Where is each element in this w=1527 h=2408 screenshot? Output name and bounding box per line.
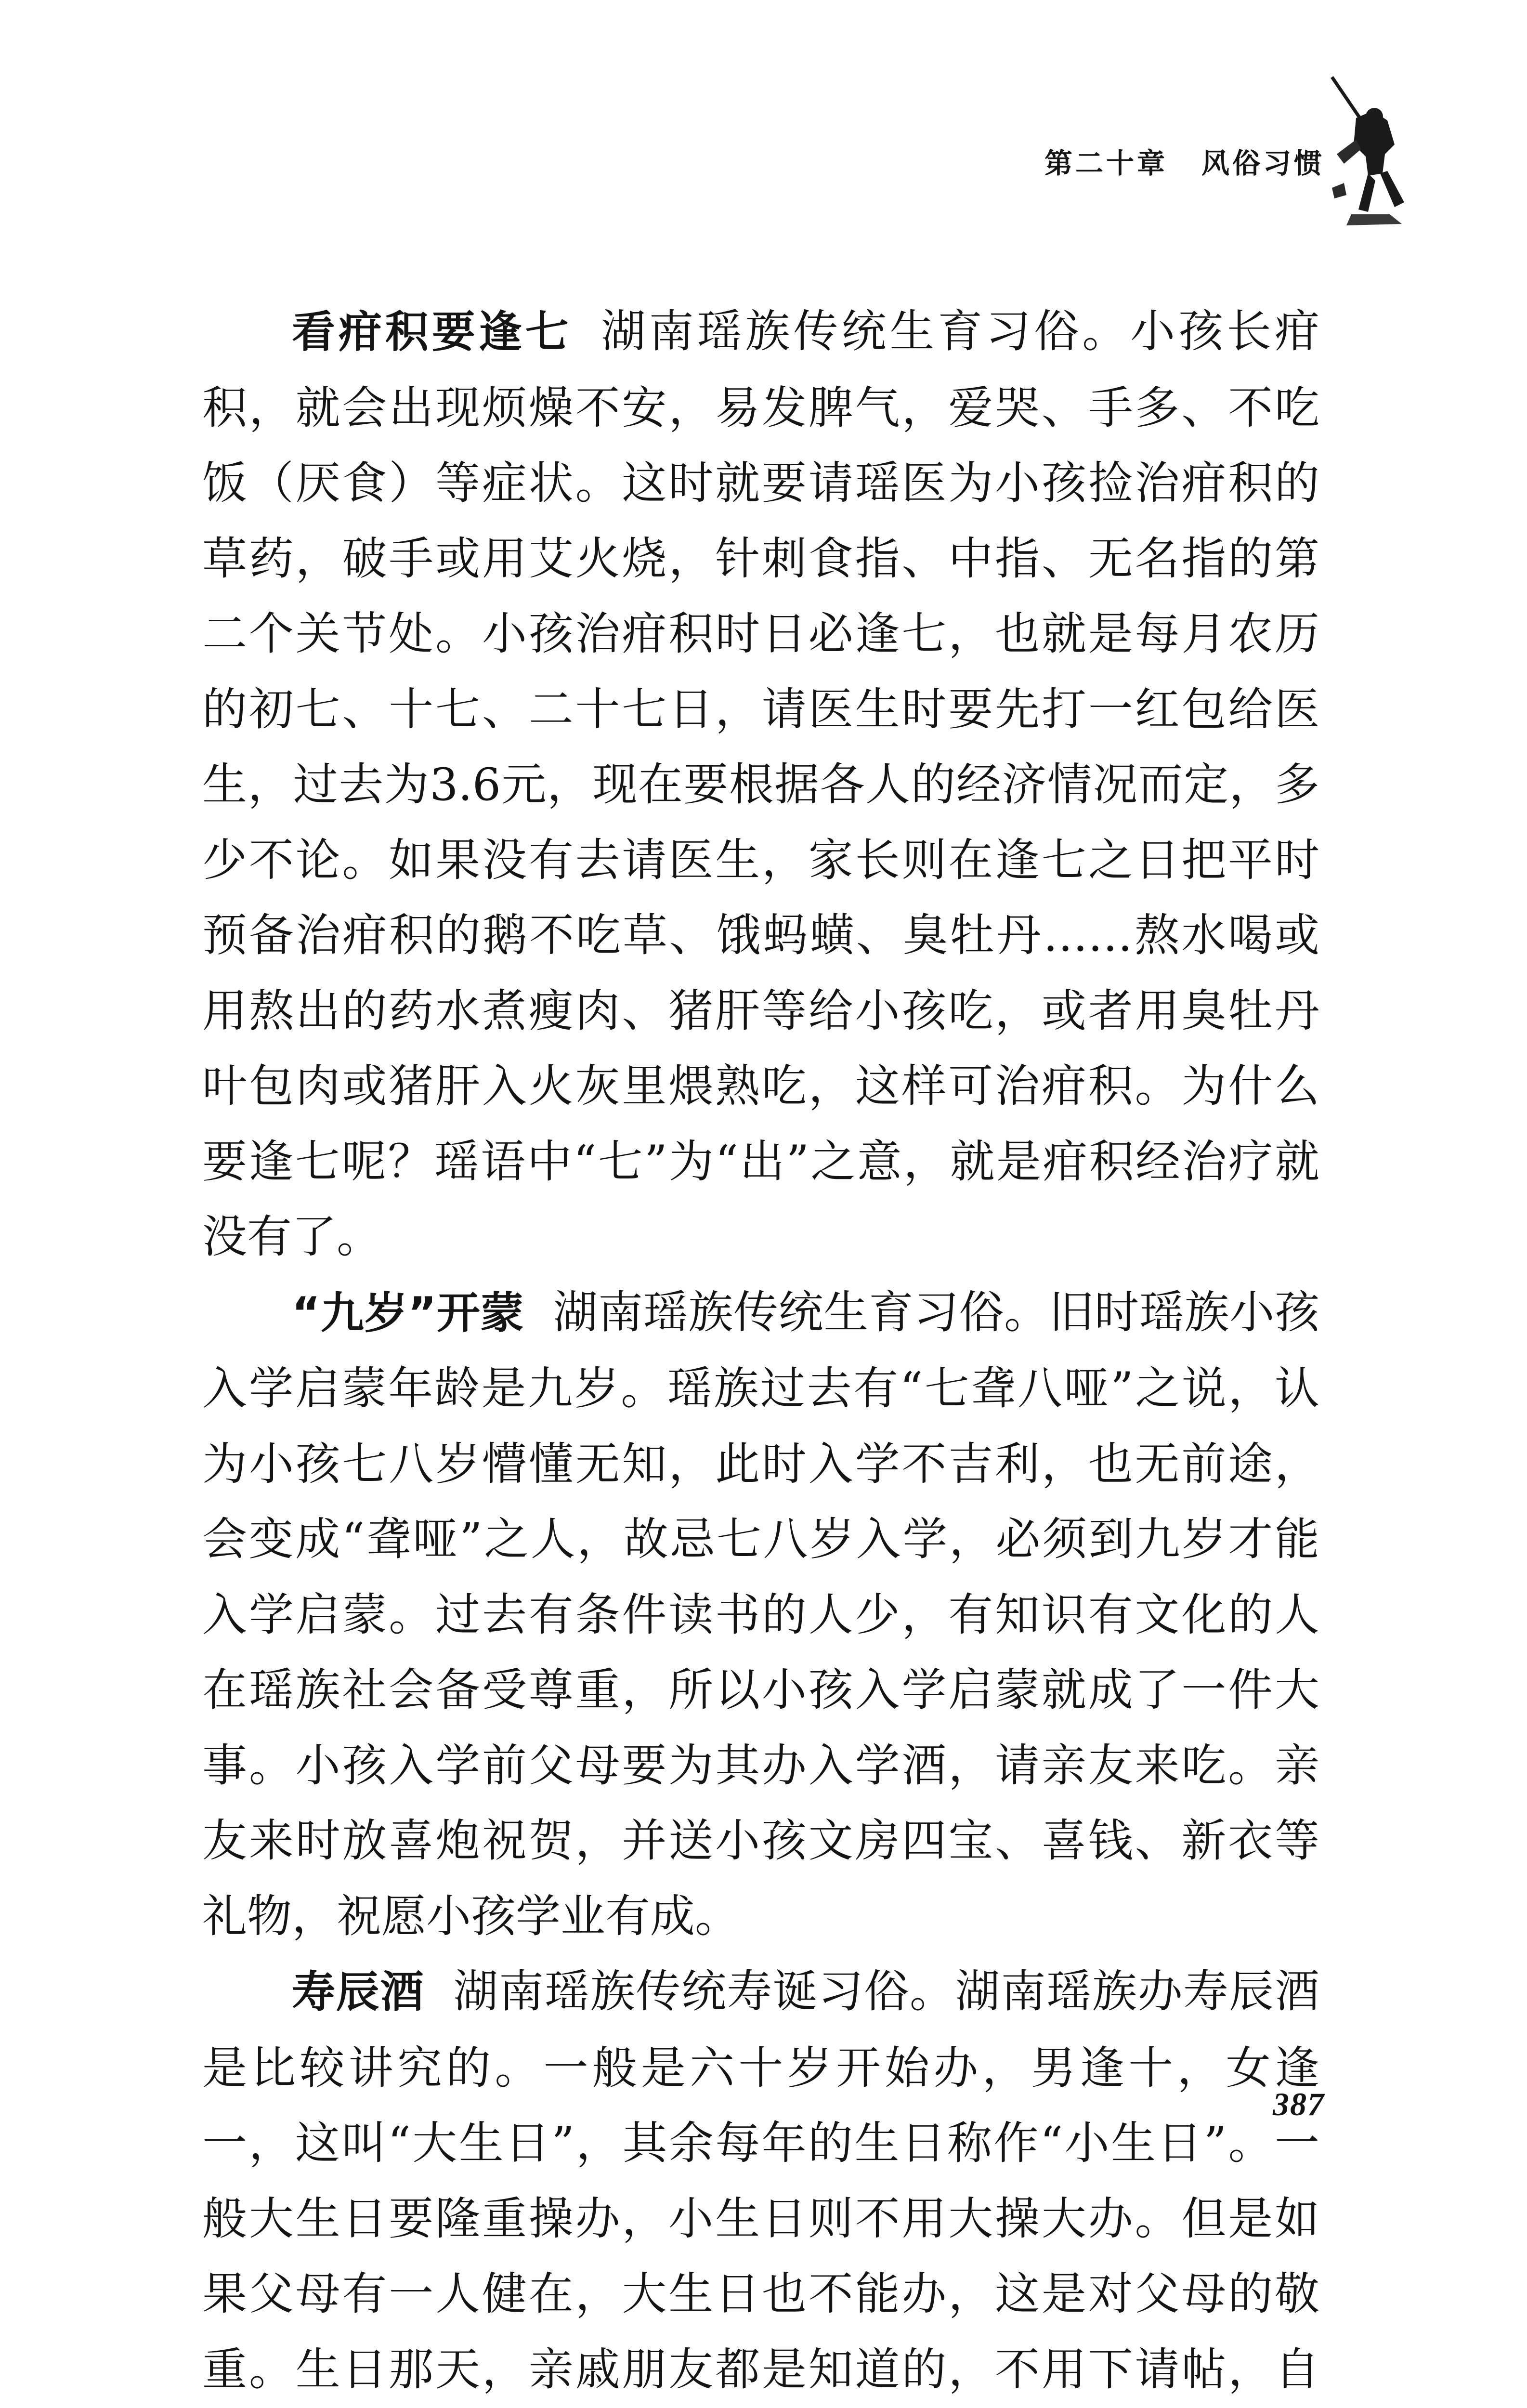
entry-title: 看疳积要逢七 <box>292 307 572 357</box>
warrior-figure-icon <box>1322 72 1409 236</box>
page-number: 387 <box>1273 2086 1325 2122</box>
entry-shouchenjiu <box>202 1954 1319 2408</box>
entry-title: 寿辰酒 <box>292 1967 425 2017</box>
main-text <box>202 294 1319 2408</box>
entry-body: 湖南瑶族传统寿诞习俗。湖南瑶族办寿辰酒是比较讲究的。一般是六十岁开始办，男逢十，女逢一，这叫“大生日”，其余每年的生日称作“小生日”。一般大生日要隆重操办，小生日则不用大操大办。但是如果父母有一人健在，大生日也不能办，这是对父母的敬重。生日那天，亲戚朋友都是知道的，不用下请帖，自 <box>202 1965 1320 2395</box>
entry-body: 湖南瑶族传统生育习俗。旧时瑶族小孩入学启蒙年龄是九岁。瑶族过去有“七聋八哑”之说，认为小孩七八岁懵懂无知，此时入学不吉利，也无前途，会变成“聋哑”之人，故忌七八岁入学，必须到九岁才能入学启蒙。过去有条件读书的人少，有知识有文化的人在瑶族社会备受尊重，所以小孩入学启蒙就成了一件大事。小孩入学前父母要为其办入学酒，请亲友来吃。亲友来时放喜炮祝贺，并送小孩文房四宝、喜钱、新衣等礼物，祝愿小孩学业有成。 <box>202 1286 1319 1942</box>
entry-kanganji <box>202 294 1319 1275</box>
entry-body: 湖南瑶族传统生育习俗。小孩长疳积，就会出现烦燥不安，易发脾气，爱哭、手多、不吃饭（厌食）等症状。这时就要请瑶医为小孩捡治疳积的草药，破手或用艾火烧，针刺食指、中指、无名指的第二个关节处。小孩治疳积时日必逢七，也就是每月农历的初七、十七、二十七日，请医生时要先打一红包给医生，过去为3.6元，现在要根据各人的经济情况而定，多少不论。如果没有去请医生，家长则在逢七之日把平时预备治疳积的鹅不吃草、饿蚂蟥、臭牡丹……熬水喝或用熬出的药水煮瘦肉、猪肝等给小孩吃，或者用臭牡丹叶包肉或猪肝入火灰里煨熟吃，这样可治疳积。为什么要逢七呢？瑶语中“七”为“出”之意，就是疳积经治疗就没有了。 <box>202 305 1320 1263</box>
entry-title: “九岁”开蒙 <box>292 1287 524 1338</box>
chapter-label: 第二十章 <box>1044 147 1168 180</box>
section-label: 风俗习惯 <box>1201 147 1325 180</box>
running-header <box>1044 141 1325 181</box>
entry-jiusui-kaimeng <box>202 1275 1319 1954</box>
